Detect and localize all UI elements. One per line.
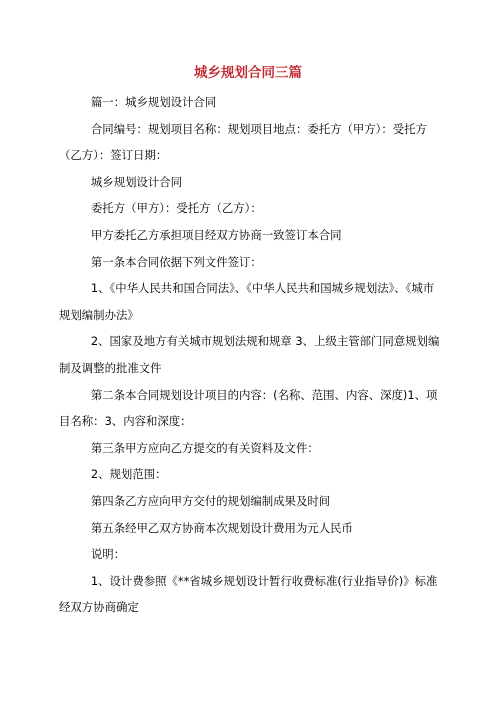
paragraph: 委托方（甲方）：受托方（乙方）： xyxy=(90,201,262,216)
paragraph: 1、设计费参照《**省城乡规划设计暂行收费标准(行业指导价)》标准经双方协商确定 xyxy=(59,573,438,615)
paragraph: 合同编号：规划项目名称：规划项目地点：委托方（甲方）：受托方（乙方）：签订日期： xyxy=(59,121,427,163)
paragraph: 篇一：城乡规划设计合同 xyxy=(90,95,217,109)
paragraph: 甲方委托乙方承担项目经双方协商一致签订本合同 xyxy=(90,227,342,242)
paragraph: 第五条经甲乙双方协商本次规划设计费用为元人民币 xyxy=(90,520,353,535)
document-title: 城乡规划合同三篇 xyxy=(194,65,302,81)
paragraph: 第二条本合同规划设计项目的内容：(名称、范围、内容、深度)1、项目名称：3、内容和深度： xyxy=(59,387,438,429)
document-body xyxy=(59,89,441,621)
paragraph: 1、《中华人民共和国合同法》、《中华人民共和国城乡规划法》、《城市规划编制办法》 xyxy=(59,281,435,322)
paragraph: 2、规划范围： xyxy=(90,467,167,482)
paragraph: 第三条甲方应向乙方提交的有关资料及文件： xyxy=(90,440,319,455)
paragraph: 2、国家及地方有关城市规划法规和规章 3、上级主管部门同意规划编制及调整的批准文件 xyxy=(59,334,440,375)
paragraph: 说明： xyxy=(90,547,126,562)
paragraph: 第一条本合同依据下列文件签订： xyxy=(90,254,262,269)
paragraph: 城乡规划设计合同 xyxy=(90,174,183,189)
paragraph: 第四条乙方应向甲方交付的规划编制成果及时间 xyxy=(90,493,331,508)
